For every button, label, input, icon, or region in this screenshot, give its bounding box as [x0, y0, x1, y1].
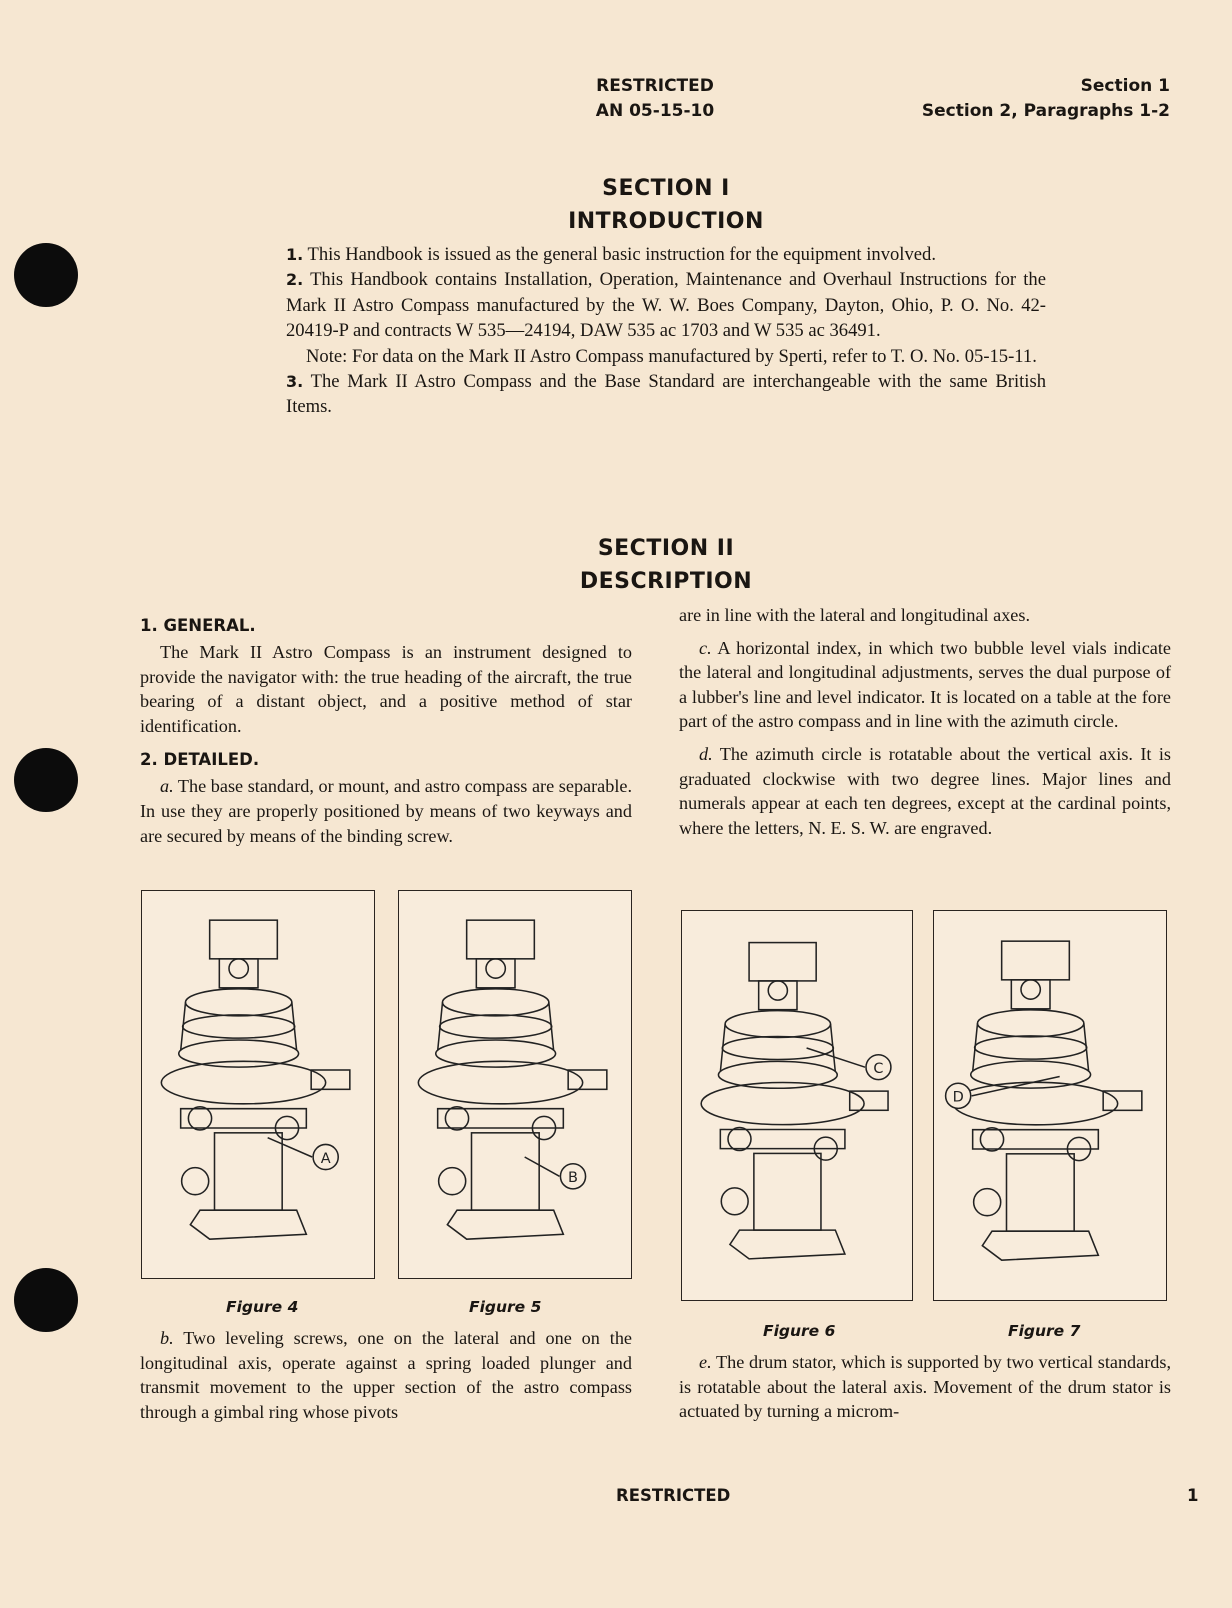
paragraph-ref: Section 2, Paragraphs 1-2	[921, 101, 1170, 121]
figure-5-caption: Figure 5	[469, 1298, 542, 1316]
binder-hole	[14, 1268, 78, 1332]
document-number: AN 05-15-10	[595, 101, 715, 121]
left-column-bottom	[140, 1326, 632, 1424]
right-column-top	[679, 603, 1171, 840]
paragraph-general: The Mark II Astro Compass is an instrument designed to provide the navigator with: the true heading of the aircraft, the true bearing of a distant object, and a positive method of star identification.	[140, 642, 632, 736]
section1-heading	[50, 172, 1232, 238]
sight-bracket	[467, 920, 535, 959]
astro-compass-illustration	[399, 891, 631, 1278]
right-column-bottom	[679, 1350, 1171, 1424]
figure-4-caption: Figure 4	[226, 1298, 299, 1316]
section-number: SECTION II	[597, 536, 735, 561]
figure-5	[398, 890, 632, 1279]
figure-6	[681, 910, 913, 1301]
binder-hole	[14, 243, 78, 307]
paragraph-d: The azimuth circle is rotatable about the vertical axis. It is graduated clockwise with two degree lines. Major lines and numerals appear at each ten degrees, except at the cardinal points, where the letters, N. E. S. W. are engraved.	[679, 743, 1171, 838]
sight-bracket	[210, 920, 278, 959]
item-letter: d.	[699, 743, 713, 764]
callout-label: C	[873, 1060, 884, 1077]
paragraph-b-continued: are in line with the lateral and longitudinal axes.	[679, 605, 1031, 625]
para-number: 1.	[286, 245, 304, 264]
footer-classification: RESTRICTED	[616, 1486, 731, 1505]
paragraph-b: Two leveling screws, one on the lateral and one on the longitudinal axis, operate against a spring loaded plunger and transmit movement to the upper section of the astro compass through a gimbal ring whose pivots	[140, 1328, 632, 1422]
para-number: 3.	[286, 372, 304, 392]
paragraph-e: The drum stator, which is supported by two vertical standards, is rotatable about the lateral axis. Movement of the drum stator is actuated by turning a microm-	[679, 1352, 1171, 1422]
binder-hole	[14, 748, 78, 812]
heading-general: 1. GENERAL.	[140, 616, 256, 635]
paragraph: This Handbook contains Installation, Operation, Maintenance and Overhaul Instructions for the Mark II Astro Compass manufactured by the W. W. Boes Company, Dayton, Ohio, P. O. No. 42-20419-P and contracts W 535—24194, DAW 535 ac 1703 and W 535 ac 36491.	[286, 269, 1046, 342]
item-letter: c.	[699, 637, 712, 658]
left-column-top	[140, 614, 632, 848]
section2-heading	[50, 532, 1232, 598]
header-left	[585, 74, 725, 124]
paragraph-c: A horizontal index, in which two bubble level vials indicate the lateral and longitudinal adjustments, serves the dual purpose of a lubber's line and level indicator. It is located on a table at the fore part of the astro compass and in line with the azimuth circle.	[679, 637, 1171, 732]
figure-7-caption: Figure 7	[1008, 1322, 1081, 1340]
astro-compass-illustration	[934, 911, 1166, 1300]
figure-7	[933, 910, 1167, 1301]
callout-label: B	[568, 1170, 578, 1187]
paragraph-a: The base standard, or mount, and astro compass are separable. In use they are properly positioned by means of two keyways and are secured by means of the binding screw.	[140, 776, 632, 846]
heading-detailed: 2. DETAILED.	[140, 750, 260, 770]
page-number: 1	[1187, 1486, 1199, 1505]
section-ref: Section 1	[1080, 76, 1170, 96]
section-title: DESCRIPTION	[579, 569, 753, 594]
paragraph: This Handbook is issued as the general basic instruction for the equipment involved.	[303, 244, 936, 265]
item-letter: a.	[160, 776, 174, 797]
figure-6-caption: Figure 6	[763, 1322, 836, 1340]
classification: RESTRICTED	[596, 76, 714, 96]
callout-label: A	[320, 1150, 331, 1167]
section-number: SECTION I	[602, 176, 730, 201]
paragraph: The Mark II Astro Compass and the Base Standard are interchangeable with the same British Items.	[286, 371, 1046, 418]
item-letter: e.	[699, 1352, 712, 1372]
note: Note: For data on the Mark II Astro Compass manufactured by Sperti, refer to T. O. No. 05-15-11.	[306, 345, 1037, 367]
astro-compass-illustration	[142, 891, 374, 1278]
figure-4	[141, 890, 375, 1279]
item-letter: b.	[160, 1328, 174, 1348]
section1-body	[286, 242, 1046, 420]
astro-compass-illustration	[682, 911, 912, 1300]
sight-bracket	[1002, 941, 1070, 980]
callout-label: D	[952, 1089, 964, 1106]
section-title: INTRODUCTION	[568, 209, 764, 234]
sight-bracket	[749, 943, 816, 981]
para-number: 2.	[286, 270, 304, 290]
header-right	[922, 74, 1170, 124]
